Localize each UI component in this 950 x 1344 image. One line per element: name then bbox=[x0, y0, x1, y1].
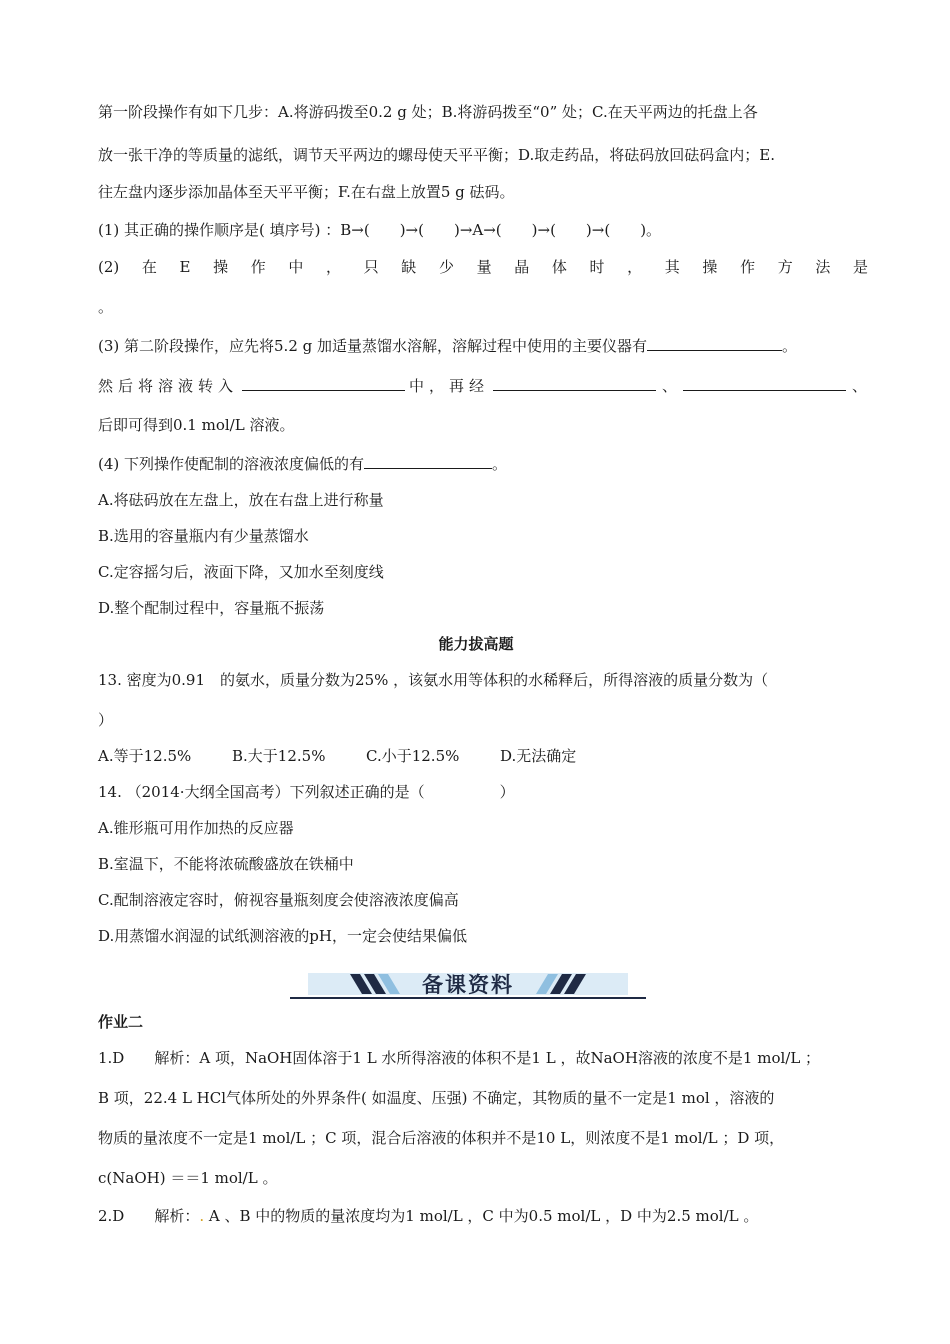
text-fragment: 操 bbox=[702, 258, 718, 276]
text-fragment: 在 bbox=[141, 258, 157, 276]
answer-1-continued: B 项，22.4 L HCl气体所处的外界条件( 如温度、压强) 不确定，其物质的量不一定是1 mol ，溶液的 bbox=[98, 1089, 775, 1107]
section-title: 能力拔高题 bbox=[438, 635, 514, 653]
option-d: D.用蒸馏水润湿的试纸测溶液的pH，一定会使结果偏低 bbox=[98, 927, 467, 945]
option-c: C.定容摇匀后，液面下降，又加水至刻度线 bbox=[98, 563, 384, 581]
question-3-continued bbox=[98, 375, 868, 396]
text-fragment: 其 bbox=[664, 258, 680, 276]
text-fragment: 量 bbox=[476, 258, 492, 276]
text-fragment: 少 bbox=[438, 258, 454, 276]
text-fragment: 操 bbox=[213, 258, 229, 276]
answer-blank[interactable] bbox=[242, 375, 405, 391]
question-3-text: (3) 第二阶段操作，应先将5.2 g 加适量蒸馏水溶解，溶解过程中使用的主要仪器有 bbox=[98, 337, 648, 355]
banner-title: 备课资料 bbox=[422, 973, 514, 997]
answer-blank[interactable] bbox=[683, 375, 846, 391]
text-fragment: 法 bbox=[815, 258, 831, 276]
text-fragment: 中 bbox=[288, 258, 304, 276]
answer-2 bbox=[98, 1206, 868, 1226]
punctuation: 、 bbox=[662, 377, 678, 395]
answer-2-label: 2.D 解析： bbox=[98, 1207, 200, 1225]
text-fragment: 作 bbox=[740, 258, 756, 276]
text-fragment: 时 bbox=[589, 258, 605, 276]
option-b: B.选用的容量瓶内有少量蒸馏水 bbox=[98, 527, 309, 545]
question-1: (1) 其正确的操作顺序是( 填序号) ：B→( )→( )→A→( )→( )→( )。 bbox=[98, 221, 662, 239]
punctuation: 。 bbox=[782, 337, 798, 355]
option-a: A.将砝码放在左盘上，放在右盘上进行称量 bbox=[98, 491, 384, 509]
answer-blank[interactable] bbox=[364, 453, 492, 469]
text-fragment: 作 bbox=[250, 258, 266, 276]
text-line: 第一阶段操作有如下几步：A.将游码拨至0.2 g 处；B.将游码拨至“0” 处；C.在天平两边的托盘上各 bbox=[98, 103, 758, 121]
choice-c: C.小于12.5% bbox=[366, 747, 460, 765]
question-14: 14. （2014·大纲全国高考）下列叙述正确的是（ ） bbox=[98, 783, 515, 801]
option-c: C.配制溶液定容时，俯视容量瓶刻度会使溶液浓度偏高 bbox=[98, 891, 459, 909]
text-fragment: E bbox=[179, 258, 191, 276]
choice-a: A.等于12.5% bbox=[98, 747, 192, 765]
text-fragment: 缺 bbox=[401, 258, 417, 276]
question-2 bbox=[98, 257, 868, 277]
question-4-text: (4) 下列操作使配制的溶液浓度偏低的有 bbox=[98, 455, 365, 473]
answer-2-text: A 、B 中的物质的量浓度均为1 mol/L ，C 中为0.5 mol/L ，D 中为2.5 mol/L 。 bbox=[204, 1207, 759, 1225]
marker-dot: . bbox=[199, 1207, 205, 1225]
text-fragment: ， bbox=[326, 258, 342, 276]
option-d: D.整个配制过程中，容量瓶不振荡 bbox=[98, 599, 325, 617]
text-fragment: 中，再经 bbox=[409, 377, 490, 395]
homework-title: 作业二 bbox=[98, 1013, 144, 1031]
text-fragment: 只 bbox=[363, 258, 379, 276]
text-fragment: 然后将溶液转入 bbox=[98, 377, 239, 395]
choice-d: D.无法确定 bbox=[500, 747, 577, 765]
text-fragment: 体 bbox=[551, 258, 567, 276]
text-fragment: 方 bbox=[777, 258, 793, 276]
text-fragment: 是 bbox=[852, 258, 868, 276]
punctuation: 。 bbox=[492, 455, 508, 473]
answer-blank[interactable] bbox=[493, 375, 656, 391]
text-line: 。 bbox=[98, 298, 114, 316]
answer-1: 1.D 解析：A 项，NaOH固体溶于1 L 水所得溶液的体积不是1 L ，故NaOH溶液的浓度不是1 mol/L ； bbox=[98, 1049, 821, 1067]
section-banner bbox=[290, 966, 646, 1002]
text-line: ） bbox=[98, 711, 114, 729]
question-4 bbox=[98, 453, 868, 474]
text-fragment: ， bbox=[627, 258, 643, 276]
answer-blank[interactable] bbox=[647, 335, 782, 351]
text-line: 后即可得到0.1 mol/L 溶液。 bbox=[98, 416, 295, 434]
answer-1-continued: 物质的量浓度不一定是1 mol/L ；C 项，混合后溶液的体积并不是10 L，则浓度不是1 mol/L ；D 项， bbox=[98, 1129, 785, 1147]
text-line: 往左盘内逐步添加晶体至天平平衡；F.在右盘上放置5 g 砝码。 bbox=[98, 183, 515, 201]
answer-1-continued: c(NaOH) ＝＝1 mol/L 。 bbox=[98, 1169, 278, 1187]
text-fragment: (2) bbox=[98, 258, 120, 276]
text-fragment: 晶 bbox=[514, 258, 530, 276]
question-13: 13. 密度为0.91 的氨水，质量分数为25% ，该氨水用等体积的水稀释后，所得溶液的质量分数为（ bbox=[98, 671, 769, 689]
option-a: A.锥形瓶可用作加热的反应器 bbox=[98, 819, 294, 837]
punctuation: 、 bbox=[852, 377, 868, 395]
question-3 bbox=[98, 335, 868, 356]
question-13-choices bbox=[98, 746, 868, 766]
text-line: 放一张干净的等质量的滤纸，调节天平两边的螺母使天平平衡；D.取走药品，将砝码放回砝码盒内；E. bbox=[98, 146, 775, 164]
option-b: B.室温下，不能将浓硫酸盛放在铁桶中 bbox=[98, 855, 354, 873]
choice-b: B.大于12.5% bbox=[232, 747, 326, 765]
